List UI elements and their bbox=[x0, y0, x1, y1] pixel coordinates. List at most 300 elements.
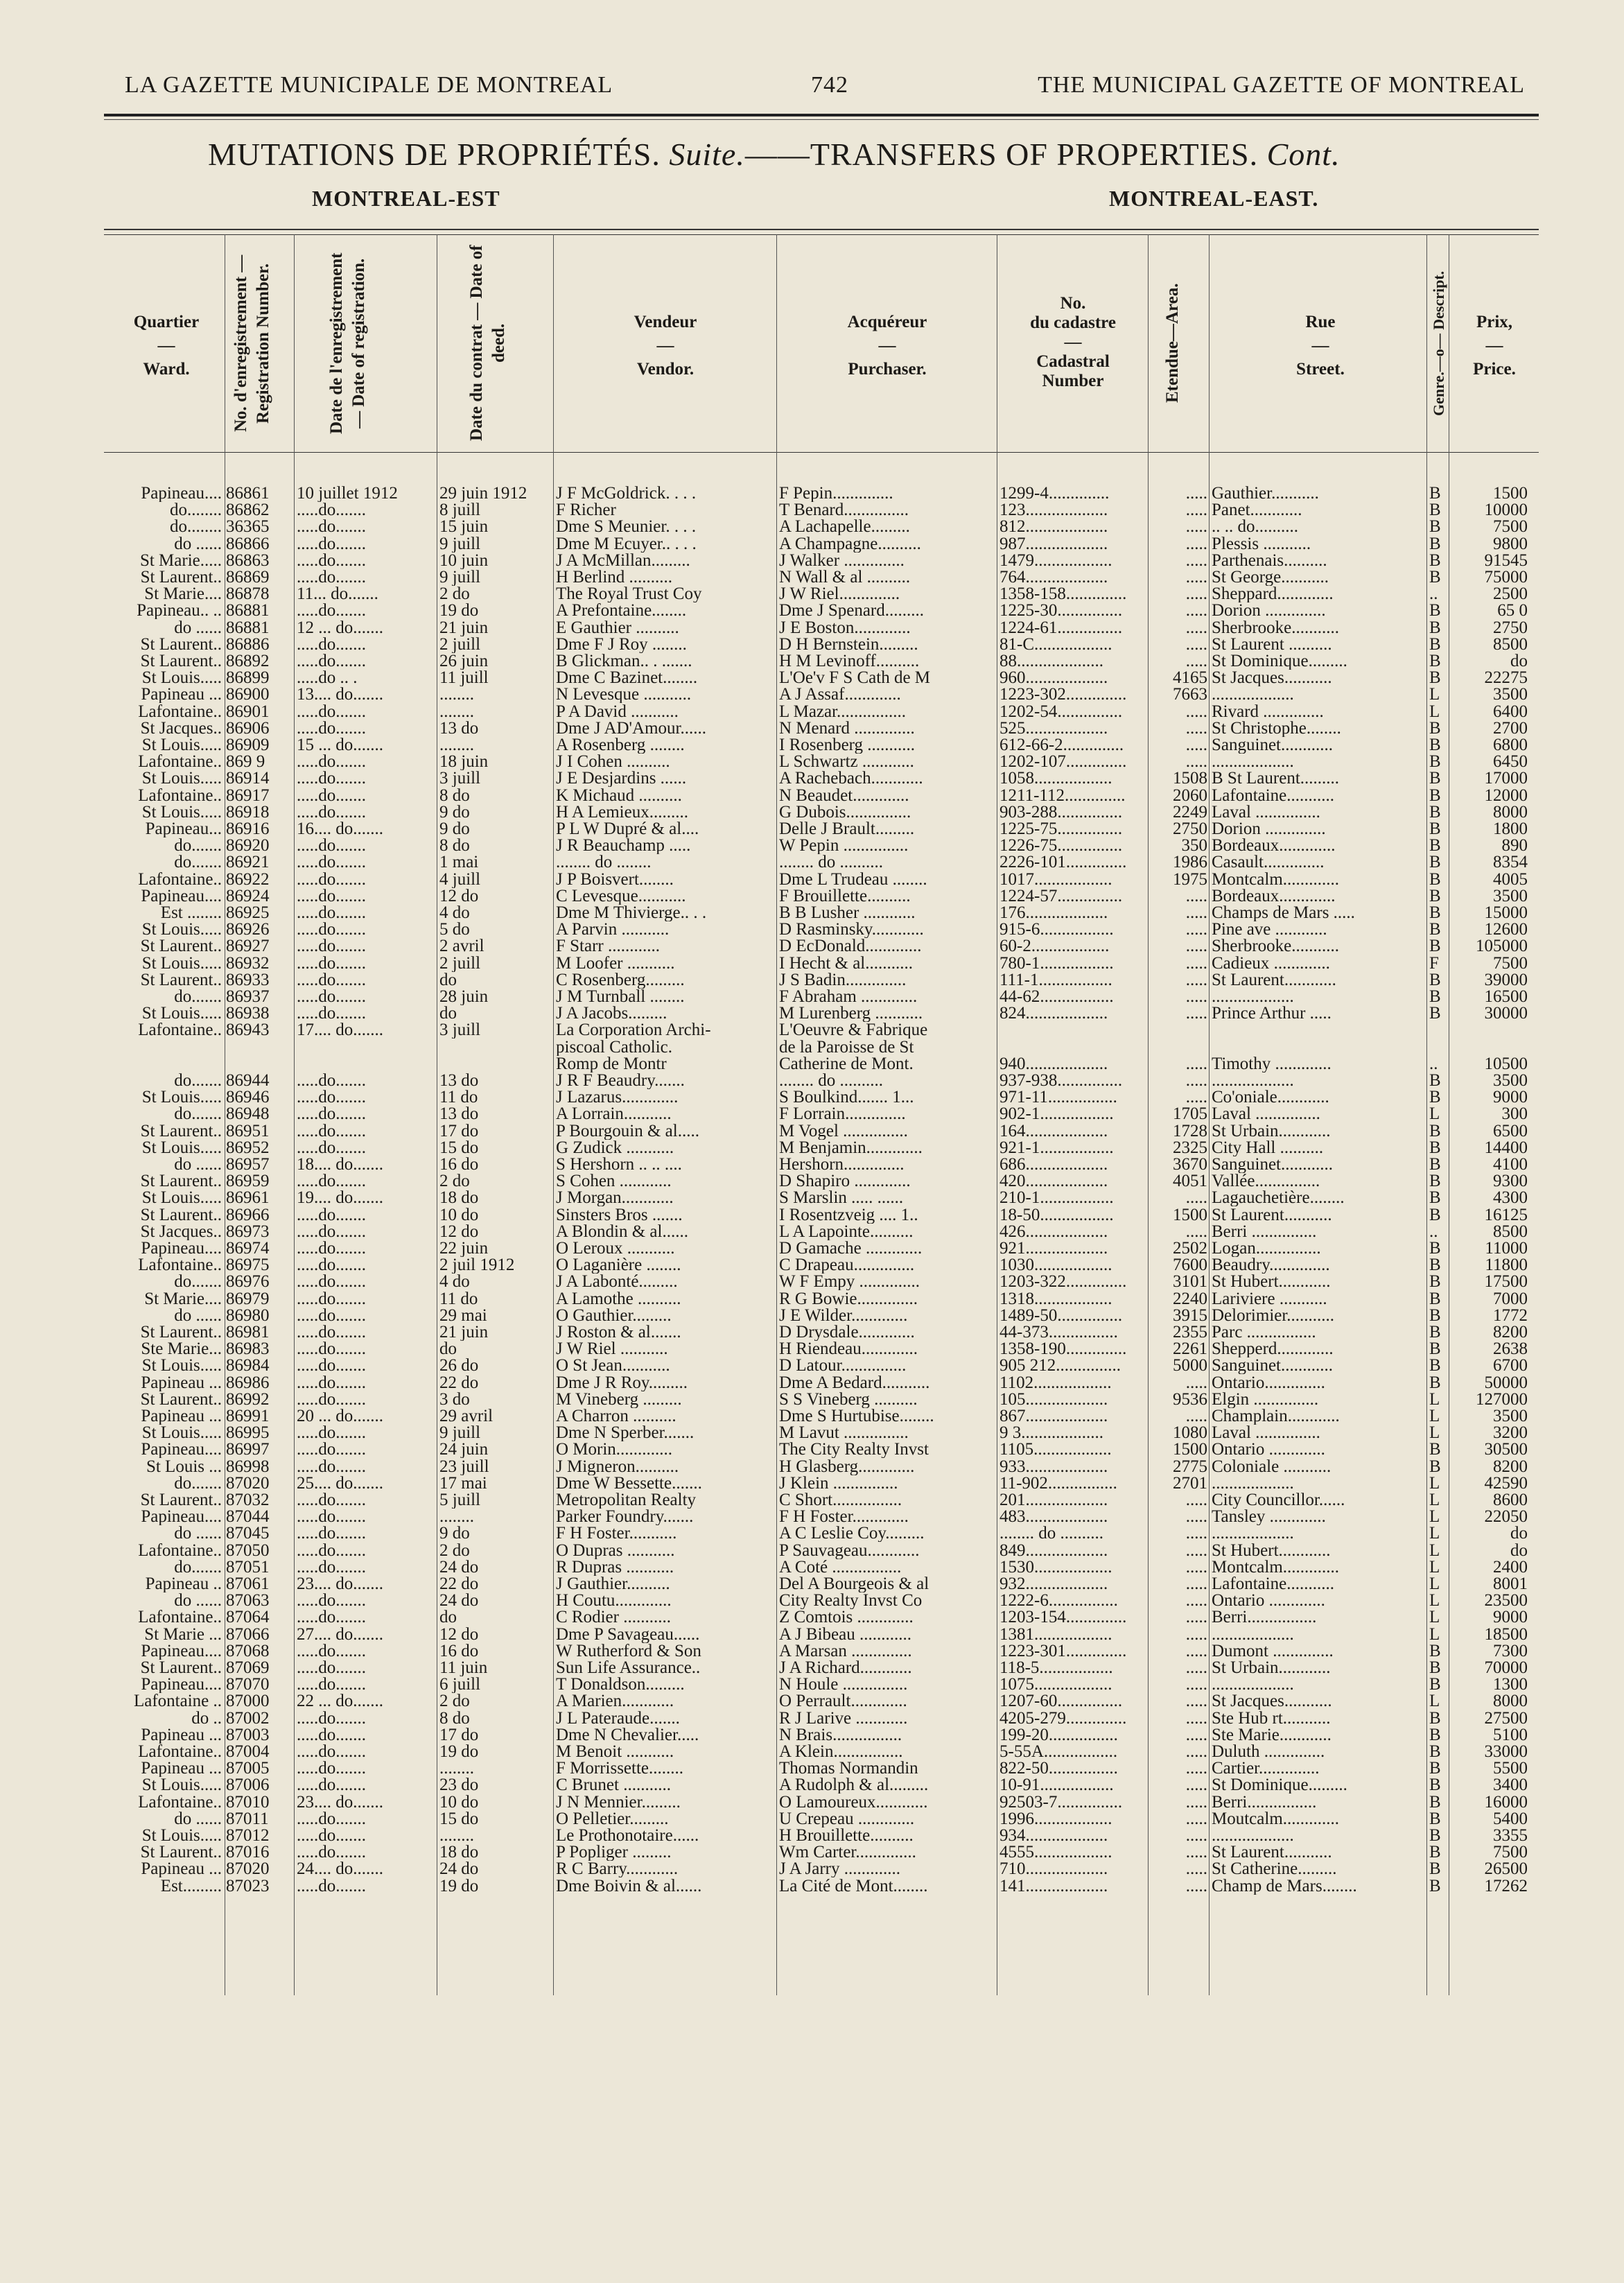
price-cell: 8200 bbox=[1493, 1458, 1528, 1475]
purchaser-cell: F H Foster............. bbox=[779, 1509, 909, 1526]
table-row bbox=[0, 888, 1624, 905]
table-row bbox=[0, 871, 1624, 888]
price-cell: 15000 bbox=[1484, 905, 1528, 921]
table-row bbox=[0, 1039, 1624, 1056]
genre-cell: B bbox=[1429, 502, 1441, 519]
price-cell: 9800 bbox=[1493, 535, 1528, 553]
genre-cell: L bbox=[1429, 1609, 1440, 1626]
ward-cell: St Louis..... bbox=[141, 737, 222, 754]
genre-cell: L bbox=[1429, 1576, 1440, 1592]
vendor-cell: J Morgan............ bbox=[556, 1190, 674, 1207]
vendor-cell: J W Riel ........... bbox=[556, 1341, 668, 1358]
genre-cell: L bbox=[1429, 1525, 1440, 1543]
vendor-cell: Dme N Chevalier..... bbox=[556, 1726, 699, 1744]
table-row bbox=[0, 1207, 1624, 1224]
street-cell: Champ de Mars........ bbox=[1212, 1877, 1357, 1895]
cadastral-cell: 987................... bbox=[999, 535, 1108, 553]
genre-cell: B bbox=[1429, 1341, 1441, 1358]
table-row bbox=[0, 569, 1624, 586]
genre-cell: B bbox=[1429, 602, 1441, 620]
genre-cell: B bbox=[1429, 871, 1441, 888]
registration-cell: 86869 bbox=[226, 569, 270, 586]
street-cell: City Councillor...... bbox=[1212, 1492, 1345, 1509]
price-cell: do bbox=[1510, 1542, 1528, 1559]
genre-cell: B bbox=[1429, 1794, 1441, 1811]
registration-cell: 86979 bbox=[226, 1290, 270, 1308]
table-row bbox=[0, 1291, 1624, 1308]
registration-cell: 86976 bbox=[226, 1274, 270, 1291]
genre-cell: L bbox=[1429, 1626, 1440, 1643]
cadastral-cell: 932................... bbox=[999, 1576, 1108, 1592]
table-row bbox=[0, 670, 1624, 686]
ward-cell: Papineau... bbox=[145, 821, 222, 837]
ward-cell: St Laurent.. bbox=[140, 971, 222, 989]
registration-cell: 87004 bbox=[226, 1744, 270, 1760]
street-cell: St Urbain............ bbox=[1212, 1122, 1331, 1140]
cadastral-cell: 1222-6................ bbox=[999, 1592, 1118, 1610]
registration-cell: 86899 bbox=[226, 670, 270, 687]
cadastral-cell: 9 3................... bbox=[999, 1425, 1103, 1442]
cadastral-cell: 2226-101.............. bbox=[999, 854, 1127, 871]
genre-cell: B bbox=[1429, 1642, 1441, 1660]
date-contract-cell: ........ bbox=[439, 1760, 474, 1778]
date-registration-cell: .....do....... bbox=[297, 871, 366, 888]
ward-cell: Papineau.... bbox=[141, 1509, 222, 1526]
table-row bbox=[0, 1811, 1624, 1828]
ward-cell: Papineau.... bbox=[141, 1240, 222, 1257]
date-contract-cell: 11 juin bbox=[439, 1660, 488, 1676]
vendor-cell: O Pelletier......... bbox=[556, 1810, 669, 1828]
cadastral-cell: 88.................... bbox=[999, 653, 1103, 670]
date-contract-cell: 12 do bbox=[439, 1223, 479, 1240]
cadastral-cell: 867................... bbox=[999, 1408, 1108, 1425]
ward-cell: Lafontaine.. bbox=[138, 703, 222, 720]
vendor-cell: P Bourgouin & al..... bbox=[556, 1122, 699, 1140]
vendor-cell: C Levesque........... bbox=[556, 887, 686, 905]
registration-cell: 87012 bbox=[226, 1828, 270, 1844]
price-cell: 1800 bbox=[1493, 821, 1528, 837]
cadastral-cell: 1202-107.............. bbox=[999, 754, 1127, 771]
table-row bbox=[0, 1576, 1624, 1592]
cadastral-cell: 141................... bbox=[999, 1877, 1108, 1895]
area-cell: ..... bbox=[1185, 1408, 1207, 1425]
date-contract-cell: 19 do bbox=[439, 602, 479, 620]
purchaser-cell: Dme L Trudeau ........ bbox=[779, 871, 927, 888]
genre-cell: B bbox=[1429, 1357, 1441, 1375]
area-cell: 1500 bbox=[1173, 1206, 1207, 1224]
registration-cell: 87016 bbox=[226, 1844, 270, 1861]
header-rule-top bbox=[104, 229, 1539, 230]
date-registration-cell: .....do....... bbox=[297, 1777, 366, 1794]
area-cell: ..... bbox=[1185, 636, 1207, 653]
street-cell: Lafontaine........... bbox=[1212, 787, 1335, 804]
genre-cell: L bbox=[1429, 1492, 1440, 1509]
vendor-cell: The Royal Trust Coy bbox=[556, 586, 702, 603]
ward-cell: St Louis..... bbox=[141, 804, 222, 821]
area-cell: ..... bbox=[1185, 1877, 1207, 1895]
table-row bbox=[0, 754, 1624, 770]
registration-cell: 86966 bbox=[226, 1206, 270, 1224]
area-cell: ..... bbox=[1185, 1844, 1207, 1861]
subtitle-fr: MONTREAL-EST bbox=[312, 186, 500, 211]
street-cell: Ontario.............. bbox=[1212, 1374, 1325, 1391]
registration-cell: 87002 bbox=[226, 1710, 270, 1727]
street-cell: Lafontaine........... bbox=[1212, 1576, 1335, 1592]
genre-cell: B bbox=[1429, 535, 1441, 553]
table-row bbox=[0, 989, 1624, 1005]
area-cell: ..... bbox=[1185, 1760, 1207, 1778]
street-cell: St George........... bbox=[1212, 569, 1329, 586]
date-contract-cell: 17 mai bbox=[439, 1475, 487, 1492]
ward-cell: St Louis..... bbox=[141, 1777, 222, 1794]
date-contract-cell: 13 do bbox=[439, 720, 479, 737]
date-contract-cell: 28 juin bbox=[439, 989, 489, 1005]
area-cell: ..... bbox=[1185, 1726, 1207, 1744]
price-cell: 75000 bbox=[1484, 569, 1528, 586]
cadastral-cell: 11-902................ bbox=[999, 1475, 1117, 1492]
vendor-cell: J M Turnball ........ bbox=[556, 989, 685, 1005]
ward-cell: St Louis..... bbox=[141, 1005, 222, 1023]
registration-cell: 86863 bbox=[226, 552, 270, 569]
price-cell: 30000 bbox=[1484, 1005, 1528, 1023]
street-cell: St Jacques........... bbox=[1212, 1693, 1332, 1710]
vendor-cell: Sinsters Bros ....... bbox=[556, 1206, 683, 1224]
area-cell: 350 bbox=[1181, 837, 1207, 855]
date-registration-cell: .....do....... bbox=[297, 703, 366, 720]
area-cell: ..... bbox=[1185, 938, 1207, 955]
street-cell: St Laurent........... bbox=[1212, 1206, 1332, 1224]
area-cell: 1975 bbox=[1173, 871, 1207, 888]
genre-cell: B bbox=[1429, 636, 1441, 653]
registration-cell: 86922 bbox=[226, 871, 270, 888]
area-cell: ..... bbox=[1185, 653, 1207, 670]
purchaser-cell: N Beaudet............. bbox=[779, 787, 909, 804]
ward-cell: do ...... bbox=[174, 1525, 222, 1543]
street-cell: Delorimier........... bbox=[1212, 1307, 1335, 1324]
date-contract-cell: ........ bbox=[439, 703, 474, 720]
genre-cell: B bbox=[1429, 1122, 1441, 1140]
date-contract-cell: 2 avril bbox=[439, 938, 484, 955]
date-registration-cell: .....do....... bbox=[297, 1240, 366, 1257]
street-cell: Shepperd............. bbox=[1212, 1341, 1334, 1358]
ward-cell: St Laurent.. bbox=[140, 1206, 222, 1224]
genre-cell: B bbox=[1429, 1760, 1441, 1778]
street-cell: Berri................ bbox=[1212, 1609, 1317, 1626]
genre-cell: .. bbox=[1429, 586, 1438, 603]
title-en: TRANSFERS OF PROPERTIES. bbox=[810, 137, 1259, 172]
ward-cell: Papineau ... bbox=[141, 686, 222, 704]
vendor-cell: P A David ........... bbox=[556, 703, 679, 720]
registration-cell: 86921 bbox=[226, 854, 270, 871]
date-registration-cell: .....do....... bbox=[297, 770, 366, 788]
registration-cell: 86974 bbox=[226, 1240, 270, 1257]
ward-cell: St Laurent.. bbox=[140, 1122, 222, 1140]
street-cell: Montcalm............. bbox=[1212, 871, 1340, 888]
street-cell: Duluth .............. bbox=[1212, 1744, 1325, 1760]
purchaser-cell: A Coté ................ bbox=[779, 1559, 902, 1576]
registration-cell: 86957 bbox=[226, 1156, 270, 1173]
ward-cell: St Laurent.. bbox=[140, 938, 222, 955]
table-row bbox=[0, 1727, 1624, 1744]
date-registration-cell: .....do....... bbox=[297, 602, 366, 620]
area-cell: ..... bbox=[1185, 1576, 1207, 1592]
date-registration-cell: .....do....... bbox=[297, 989, 366, 1005]
genre-cell: B bbox=[1429, 1810, 1441, 1828]
genre-cell: B bbox=[1429, 770, 1441, 788]
registration-cell: 87051 bbox=[226, 1559, 270, 1576]
table-row bbox=[0, 1794, 1624, 1811]
registration-cell: 86991 bbox=[226, 1408, 270, 1425]
registration-cell: 86995 bbox=[226, 1425, 270, 1442]
date-contract-cell: 18 juin bbox=[439, 754, 489, 771]
area-cell: ..... bbox=[1185, 1374, 1207, 1391]
area-cell: ..... bbox=[1185, 1710, 1207, 1727]
date-registration-cell: .....do....... bbox=[297, 1509, 366, 1526]
genre-cell: L bbox=[1429, 1542, 1440, 1559]
cadastral-cell: 10-91................. bbox=[999, 1777, 1114, 1794]
genre-cell: B bbox=[1429, 1861, 1441, 1878]
price-cell: 8000 bbox=[1493, 804, 1528, 821]
date-registration-cell: .....do....... bbox=[297, 905, 366, 921]
vendor-cell: O Dupras ........... bbox=[556, 1542, 675, 1559]
date-registration-cell: .....do....... bbox=[297, 1391, 366, 1408]
registration-cell: 86901 bbox=[226, 703, 270, 720]
header-area: Etendue—Area. bbox=[1163, 283, 1182, 403]
date-registration-cell: .....do....... bbox=[297, 1257, 366, 1274]
date-registration-cell: .....do....... bbox=[297, 971, 366, 989]
cadastral-cell: 1225-30............... bbox=[999, 602, 1123, 620]
genre-cell: B bbox=[1429, 1307, 1441, 1324]
purchaser-cell: R J Larive ............ bbox=[779, 1710, 908, 1727]
vendor-cell: J R F Beaudry....... bbox=[556, 1073, 685, 1089]
date-contract-cell: 29 mai bbox=[439, 1307, 487, 1324]
purchaser-cell: N Menard .............. bbox=[779, 720, 915, 737]
vendor-cell: Dme C Bazinet........ bbox=[556, 670, 698, 687]
date-contract-cell: 15 juin bbox=[439, 519, 489, 536]
purchaser-cell: J E Boston............. bbox=[779, 619, 911, 636]
vendor-cell: Sun Life Assurance.. bbox=[556, 1660, 701, 1676]
vendor-cell: J E Desjardins ...... bbox=[556, 770, 687, 788]
purchaser-cell: M Lavut ............... bbox=[779, 1425, 909, 1442]
ward-cell: Papineau.... bbox=[141, 1676, 222, 1694]
table-row bbox=[0, 536, 1624, 553]
genre-cell: B bbox=[1429, 1290, 1441, 1308]
table-row bbox=[0, 502, 1624, 519]
genre-cell: B bbox=[1429, 905, 1441, 921]
price-cell: 1300 bbox=[1493, 1676, 1528, 1694]
purchaser-cell: A C Leslie Coy......... bbox=[779, 1525, 925, 1543]
ward-cell: Est......... bbox=[160, 1877, 222, 1895]
purchaser-cell: L Mazar................ bbox=[779, 703, 907, 720]
registration-cell: 86998 bbox=[226, 1458, 270, 1475]
table-row bbox=[0, 821, 1624, 837]
street-cell: Co'oniale............ bbox=[1212, 1089, 1329, 1106]
genre-cell: L bbox=[1429, 1106, 1440, 1123]
vendor-cell: J A McMillan......... bbox=[556, 552, 690, 569]
table-row bbox=[0, 586, 1624, 602]
date-contract-cell: 2 juill bbox=[439, 636, 481, 653]
area-cell: ..... bbox=[1185, 955, 1207, 972]
genre-cell: B bbox=[1429, 1676, 1441, 1694]
cadastral-cell: 4205-279.............. bbox=[999, 1710, 1127, 1727]
street-cell: Sherbrooke........... bbox=[1212, 619, 1339, 636]
price-cell: 12000 bbox=[1484, 787, 1528, 804]
ward-cell: Lafontaine.. bbox=[138, 1022, 222, 1039]
purchaser-cell: C Short................ bbox=[779, 1492, 902, 1509]
purchaser-cell: D Latour............... bbox=[779, 1357, 907, 1375]
genre-cell: B bbox=[1429, 720, 1441, 737]
ward-cell: Papineau.... bbox=[141, 1441, 222, 1459]
header-date-registration: Date de l'enregistrement — Date of registration. bbox=[327, 252, 368, 434]
vendor-cell: A Rosenberg ........ bbox=[556, 737, 685, 754]
page-title bbox=[208, 136, 1456, 173]
registration-cell: 86926 bbox=[226, 921, 270, 939]
ward-cell: Papineau ... bbox=[141, 1861, 222, 1878]
table-row bbox=[0, 737, 1624, 754]
registration-cell: 86938 bbox=[226, 1005, 270, 1023]
table-row bbox=[0, 1676, 1624, 1693]
area-cell: ..... bbox=[1185, 1542, 1207, 1559]
date-contract-cell: 23 do bbox=[439, 1777, 479, 1794]
cadastral-cell: 1223-302.............. bbox=[999, 686, 1127, 704]
date-contract-cell: 15 do bbox=[439, 1139, 479, 1156]
date-registration-cell: .....do....... bbox=[297, 1441, 366, 1459]
price-cell: 16000 bbox=[1484, 1794, 1528, 1811]
purchaser-cell: ........ do .......... bbox=[779, 1073, 883, 1089]
vendor-cell: Dme W Bessette....... bbox=[556, 1475, 702, 1492]
registration-cell: 86986 bbox=[226, 1374, 270, 1391]
vendor-cell: Romp de Montr bbox=[556, 1055, 667, 1073]
vendor-cell: ........ do ........ bbox=[556, 854, 652, 871]
street-cell: Cadieux ............. bbox=[1212, 955, 1330, 972]
ward-cell: do ...... bbox=[174, 619, 222, 636]
date-registration-cell: .....do....... bbox=[297, 1374, 366, 1391]
registration-cell: 87010 bbox=[226, 1794, 270, 1811]
ward-cell: St Louis..... bbox=[141, 1089, 222, 1106]
area-cell: 1728 bbox=[1173, 1122, 1207, 1140]
area-cell: ..... bbox=[1185, 1525, 1207, 1543]
table-row bbox=[0, 1475, 1624, 1492]
genre-cell: B bbox=[1429, 971, 1441, 989]
vendor-cell: S Cohen ............ bbox=[556, 1173, 672, 1190]
vendor-cell: A Prefontaine........ bbox=[556, 602, 687, 620]
genre-cell: B bbox=[1429, 804, 1441, 821]
area-cell: ..... bbox=[1185, 754, 1207, 771]
genre-cell: F bbox=[1429, 955, 1439, 972]
date-registration-cell: 13.... do....... bbox=[297, 686, 383, 704]
cadastral-cell: 921................... bbox=[999, 1240, 1108, 1257]
price-cell: 2500 bbox=[1493, 586, 1528, 603]
price-cell: 6450 bbox=[1493, 754, 1528, 771]
registration-cell: 87070 bbox=[226, 1676, 270, 1694]
vendor-cell: Parker Foundry....... bbox=[556, 1509, 694, 1526]
ward-cell: do....... bbox=[174, 1073, 222, 1089]
vendor-cell: Dme M Thivierge.. . . bbox=[556, 905, 707, 921]
registration-cell: 86866 bbox=[226, 535, 270, 553]
purchaser-cell: Dme S Hurtubise........ bbox=[779, 1408, 934, 1425]
date-contract-cell: 17 do bbox=[439, 1122, 479, 1140]
vendor-cell: F Starr ............ bbox=[556, 938, 660, 955]
purchaser-cell: N Brais................ bbox=[779, 1726, 902, 1744]
street-cell: ................... bbox=[1212, 1525, 1294, 1543]
purchaser-cell: City Realty Invst Co bbox=[779, 1592, 923, 1610]
date-registration-cell: 27.... do....... bbox=[297, 1626, 383, 1643]
price-cell: 39000 bbox=[1484, 971, 1528, 989]
genre-cell: L bbox=[1429, 1425, 1440, 1442]
ward-cell: St Laurent.. bbox=[140, 569, 222, 586]
ward-cell: do ...... bbox=[174, 1156, 222, 1173]
vendor-cell: La Corporation Archi- bbox=[556, 1022, 711, 1039]
table-row bbox=[0, 1760, 1624, 1777]
purchaser-cell: D EcDonald............. bbox=[779, 938, 922, 955]
cadastral-cell: 1058.................. bbox=[999, 770, 1112, 788]
area-cell: 2240 bbox=[1173, 1290, 1207, 1308]
area-cell: ..... bbox=[1185, 989, 1207, 1005]
registration-cell: 86916 bbox=[226, 821, 270, 837]
date-contract-cell: 2 juill bbox=[439, 955, 481, 972]
genre-cell: B bbox=[1429, 921, 1441, 939]
street-cell: Berri................ bbox=[1212, 1794, 1317, 1811]
area-cell: 2775 bbox=[1173, 1458, 1207, 1475]
date-contract-cell: 9 juill bbox=[439, 535, 481, 553]
genre-cell: B bbox=[1429, 1139, 1441, 1156]
date-contract-cell: 2 do bbox=[439, 1173, 470, 1190]
genre-cell: L bbox=[1429, 1592, 1440, 1610]
genre-cell: B bbox=[1429, 1710, 1441, 1727]
ward-cell: St Louis..... bbox=[141, 670, 222, 687]
date-registration-cell: 11... do....... bbox=[297, 586, 378, 603]
price-cell: 10500 bbox=[1484, 1055, 1528, 1073]
date-registration-cell: 23.... do....... bbox=[297, 1794, 383, 1811]
purchaser-cell: I Rosenberg ........... bbox=[779, 737, 916, 754]
vendor-cell: H Coutu............. bbox=[556, 1592, 672, 1610]
genre-cell: L bbox=[1429, 703, 1440, 720]
vendor-cell: A Lamothe .......... bbox=[556, 1290, 681, 1308]
price-cell: 3400 bbox=[1493, 1777, 1528, 1794]
street-cell: .. .. do.......... bbox=[1212, 519, 1298, 536]
price-cell: 11000 bbox=[1485, 1240, 1528, 1257]
price-cell: 10000 bbox=[1484, 502, 1528, 519]
date-registration-cell: .....do....... bbox=[297, 636, 366, 653]
area-cell: ..... bbox=[1185, 1509, 1207, 1526]
purchaser-cell: J W Riel.............. bbox=[779, 586, 900, 603]
table-row bbox=[0, 519, 1624, 535]
area-cell: 3670 bbox=[1173, 1156, 1207, 1173]
cadastral-cell: 1358-190.............. bbox=[999, 1341, 1127, 1358]
ward-cell: do....... bbox=[174, 1559, 222, 1576]
date-contract-cell: 8 do bbox=[439, 837, 470, 855]
registration-cell: 86937 bbox=[226, 989, 270, 1005]
table-row bbox=[0, 636, 1624, 653]
registration-cell: 86861 bbox=[226, 485, 270, 502]
purchaser-cell: Catherine de Mont. bbox=[779, 1055, 914, 1073]
street-cell: Cartier.............. bbox=[1212, 1760, 1320, 1778]
cadastral-cell: 1203-154.............. bbox=[999, 1609, 1127, 1626]
purchaser-cell: L Schwartz ............ bbox=[779, 754, 914, 771]
street-cell: Ste Hub rt........... bbox=[1212, 1710, 1331, 1727]
date-contract-cell: 24 juin bbox=[439, 1441, 489, 1459]
area-cell: 1500 bbox=[1173, 1441, 1207, 1459]
price-cell: 9000 bbox=[1493, 1609, 1528, 1626]
vendor-cell: J A Jacobs......... bbox=[556, 1005, 667, 1023]
purchaser-cell: J Klein ............... bbox=[779, 1475, 898, 1492]
purchaser-cell: H M Levinoff.......... bbox=[779, 653, 920, 670]
vendor-cell: Dme P Savageau...... bbox=[556, 1626, 700, 1643]
area-cell: 4051 bbox=[1173, 1173, 1207, 1190]
date-registration-cell: .....do....... bbox=[297, 1542, 366, 1559]
date-contract-cell: 3 juill bbox=[439, 770, 481, 788]
date-contract-cell: 16 do bbox=[439, 1642, 479, 1660]
